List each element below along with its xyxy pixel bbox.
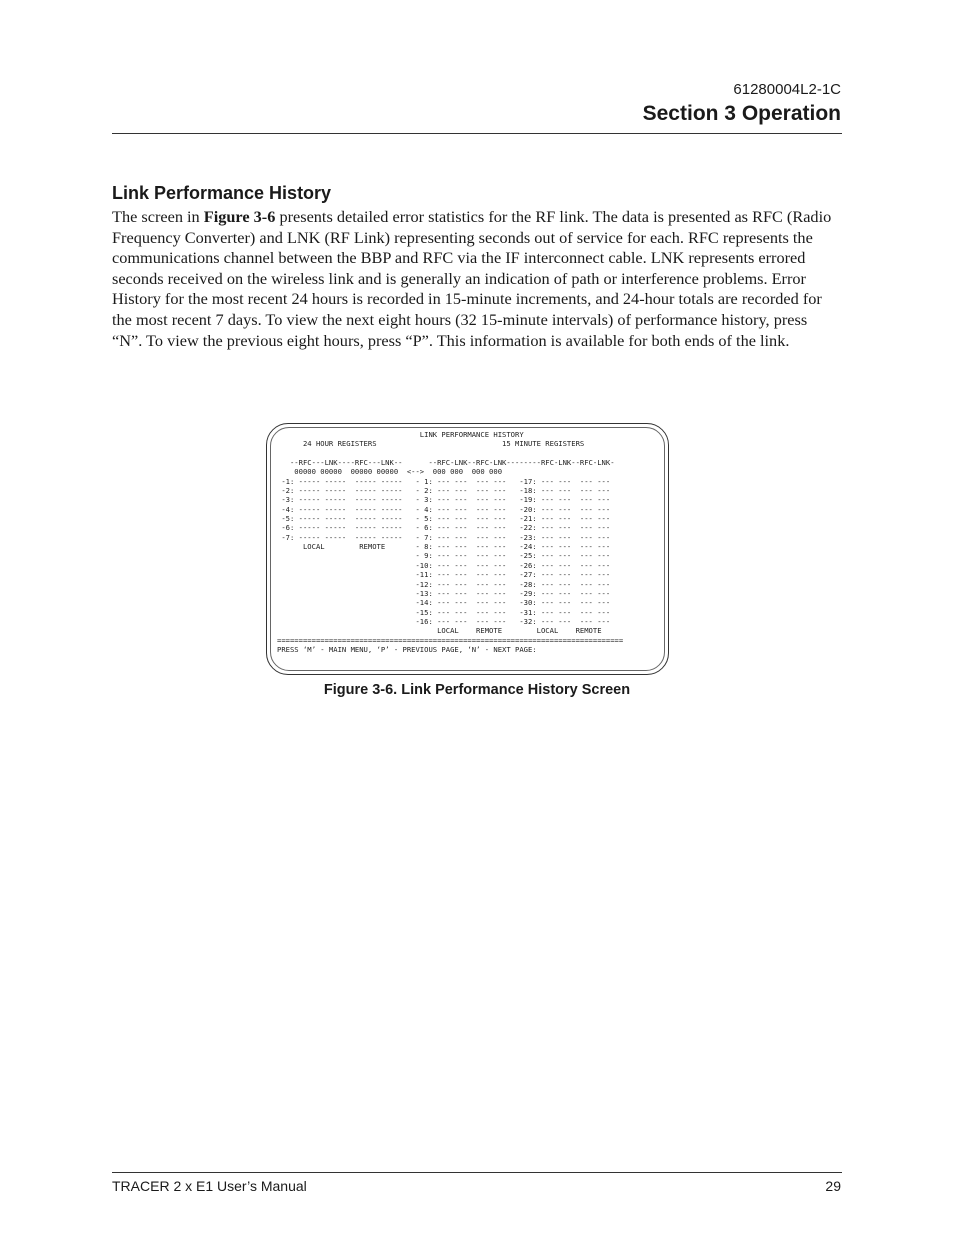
paragraph-text: presents detailed error statistics for the RF link. The data is presented as RFC (Radio Frequency Converter) and LNK (RF Link) representing seconds out of service for each. RFC represents the communications channel between the BBP and RFC via the IF interconnect cable. LNK represents errored seconds received on the wireless link and is generally an indication of path or interference problems. Error History for the most recent 24 hours is recorded in 15-minute increments, and 24-hour totals are recorded for the most recent 7 days. To view the next eight hours (32 15-minute intervals) of performance history, press “N”. To view the previous eight hours, press “P”. This information is available for both ends of the link.	[112, 207, 832, 350]
footer-manual-title: TRACER 2 x E1 User’s Manual	[112, 1178, 307, 1194]
subsection-heading: Link Performance History	[112, 183, 332, 203]
body-paragraph	[112, 207, 837, 351]
screen-line: PRESS ‘M’ - MAIN MENU, ‘P’ - PREVIOUS PAGE, ‘N’ - NEXT PAGE:	[277, 644, 537, 654]
screen-line: -2: ----- ----- ----- ----- - 2: --- --- --- --- -18: --- --- --- ---	[277, 486, 611, 496]
section-title: Section 3 Operation	[642, 102, 841, 125]
screen-line: -1: ----- ----- ----- ----- - 1: --- --- --- --- -17: --- --- --- ---	[277, 476, 611, 486]
header-rule	[112, 133, 842, 134]
screen-line: LINK PERFORMANCE HISTORY	[277, 430, 524, 439]
screen-line: -15: --- --- --- --- -31: --- --- --- ---	[277, 607, 611, 617]
screen-line: ================================================================================	[277, 635, 624, 645]
screen-line: -5: ----- ----- ----- ----- - 5: --- --- --- --- -21: --- --- --- ---	[277, 514, 611, 524]
screen-line: -14: --- --- --- --- -30: --- --- --- ---	[277, 598, 611, 608]
screen-line: -10: --- --- --- --- -26: --- --- --- ---	[277, 560, 611, 570]
screen-line: -12: --- --- --- --- -28: --- --- --- ---	[277, 579, 611, 589]
screen-line: 00000 00000 00000 00000 <--> 000 000 000 000	[277, 467, 503, 477]
screen-line: -11: --- --- --- --- -27: --- --- --- ---	[277, 570, 611, 580]
screen-line: - 9: --- --- --- --- -25: --- --- --- ---	[277, 551, 611, 561]
screen-line: 24 HOUR REGISTERS 15 MINUTE REGISTERS	[277, 439, 585, 449]
screen-line: LOCAL REMOTE LOCAL REMOTE	[277, 626, 602, 636]
figure-caption: Figure 3-6. Link Performance History Screen	[323, 682, 631, 698]
paragraph-intro: The screen in	[112, 207, 204, 226]
screen-line: -4: ----- ----- ----- ----- - 4: --- --- --- --- -20: --- --- --- ---	[277, 504, 611, 514]
document-number: 61280004L2-1C	[733, 81, 841, 98]
screen-line: LOCAL REMOTE - 8: --- --- --- --- -24: --- --- --- ---	[277, 542, 611, 552]
screen-line: -13: --- --- --- --- -29: --- --- --- ---	[277, 588, 611, 598]
terminal-screen-text	[277, 430, 623, 654]
figure-reference: Figure 3-6	[203, 207, 276, 226]
screen-line: -16: --- --- --- --- -32: --- --- --- ---	[277, 616, 611, 626]
footer-page-number: 29	[825, 1178, 841, 1194]
screen-line: --RFC---LNK----RFC---LNK-- --RFC-LNK--RFC-LNK--------RFC-LNK--RFC-LNK-	[277, 458, 615, 468]
screen-line: -3: ----- ----- ----- ----- - 3: --- --- --- --- -19: --- --- --- ---	[277, 495, 611, 505]
screen-line: -6: ----- ----- ----- ----- - 6: --- --- --- --- -22: --- --- --- ---	[277, 523, 611, 533]
screen-line: -7: ----- ----- ----- ----- - 7: --- --- --- --- -23: --- --- --- ---	[277, 532, 611, 542]
footer-rule	[112, 1172, 842, 1173]
